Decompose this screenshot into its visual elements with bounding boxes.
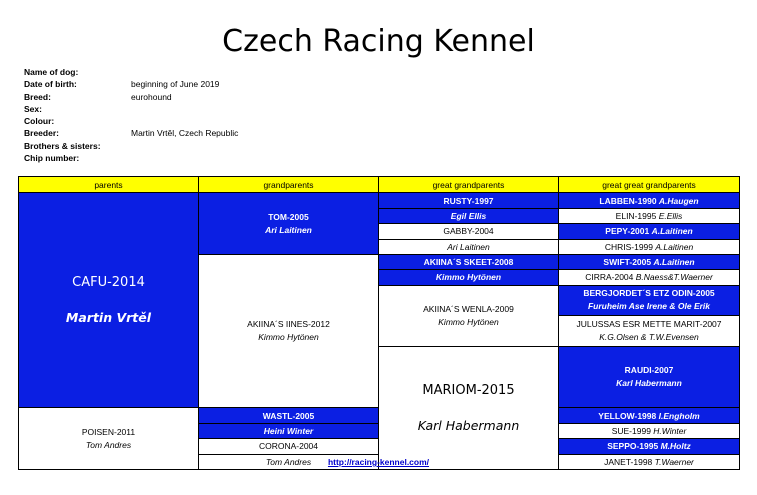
ancestor-cell [559, 408, 740, 423]
header-parents: parents [19, 177, 199, 193]
dog-name: SEPPO-1995 [607, 441, 659, 452]
info-row-breed [24, 91, 424, 103]
ancestor-cell [559, 423, 740, 438]
dog-owner: Egil Ellis [379, 208, 559, 223]
info-value: beginning of June 2019 [131, 79, 220, 90]
ancestor-cell [559, 270, 740, 285]
parent-sire [19, 193, 199, 408]
dog-owner: I.Engholm [658, 410, 700, 421]
dog-name: GABBY-2004 [379, 224, 559, 239]
dog-name: ELIN-1995 [615, 210, 657, 221]
ancestor-cell [559, 239, 740, 254]
parent-owner: Martin Vrtěl [65, 310, 152, 326]
dog-name: BERGJORDET´S ETZ ODIN-2005 [583, 288, 715, 299]
dog-owner: A.Laitinen [653, 257, 695, 268]
dog-name: WASTL-2005 [199, 408, 379, 423]
dog-owner: Kimmo Hytönen [258, 332, 319, 343]
dog-owner: Kimmo Hytönen [379, 270, 559, 285]
dog-owner: B.Naess&T.Waerner [635, 272, 713, 283]
dog-owner: A.Laitinen [655, 241, 694, 252]
page-title: Czech Racing Kennel [222, 24, 535, 59]
ancestor-cell [559, 193, 740, 208]
ancestor-cell [559, 224, 740, 239]
dog-owner: T.Waerner [654, 456, 694, 467]
dog-owner: Ari Laitinen [379, 239, 559, 254]
dog-owner: Furuheim Ase Irene & Ole Erik [587, 301, 711, 312]
dog-name: CHRIS-1999 [604, 241, 653, 252]
dog-name: RAUDI-2007 [624, 365, 674, 376]
pedigree-table [18, 176, 740, 470]
info-label: Chip number: [24, 153, 80, 164]
dog-owner: E.Ellis [658, 210, 683, 221]
dog-owner: Tom Andres [199, 454, 379, 469]
info-row-sex [24, 103, 424, 115]
parent-name: CAFU-2014 [72, 275, 145, 291]
dog-name: CORONA-2004 [199, 439, 379, 454]
dog-name: PEPY-2001 [605, 226, 650, 237]
dog-owner: K.G.Olsen & T.W.Evensen [599, 332, 699, 343]
info-value: eurohound [131, 91, 172, 102]
info-row-chip [24, 152, 424, 164]
info-label: Breed: [24, 91, 51, 102]
dog-name: POISEN-2011 [81, 426, 136, 437]
dog-info [24, 66, 424, 164]
header-great-grandparents: great grandparents [379, 177, 559, 193]
dog-owner: Heini Winter [199, 423, 379, 438]
parent-dam [379, 347, 559, 470]
footer-link-wrap [0, 457, 757, 467]
info-row-name [24, 66, 424, 78]
parent-owner: Karl Habermann [417, 418, 520, 434]
dog-name: SWIFT-2005 [603, 257, 652, 268]
info-row-birth [24, 78, 424, 90]
info-label: Name of dog: [24, 67, 79, 77]
dog-owner: Ari Laitinen [265, 224, 312, 235]
website-link[interactable]: http://racing-kennel.com/ [327, 457, 430, 467]
great-grandparent-cell [379, 285, 559, 346]
parent-name: MARIOM-2015 [422, 383, 515, 399]
info-label: Colour: [24, 116, 55, 127]
dog-owner: Kimmo Hytönen [438, 316, 499, 327]
info-label: Date of birth: [24, 79, 77, 90]
dog-name: RUSTY-1997 [379, 193, 559, 208]
header-row [19, 177, 740, 193]
dog-name: AKIINA´S SKEET-2008 [379, 254, 559, 269]
grandparent-cell [199, 254, 379, 408]
info-label: Brothers & sisters: [24, 140, 101, 151]
dog-name: TOM-2005 [268, 211, 309, 222]
header-great-great-grandparents: great great grandparents [559, 177, 740, 193]
dog-owner: A.Laitinen [651, 226, 693, 237]
dog-name: YELLOW-1998 [598, 410, 657, 421]
dog-name: LABBEN-1990 [599, 195, 657, 206]
info-row-siblings [24, 140, 424, 152]
ancestor-cell [559, 285, 740, 316]
info-label: Sex: [24, 103, 42, 114]
dog-name: JULUSSAS ESR METTE MARIT-2007 [576, 319, 722, 330]
info-value: Martin Vrtěl, Czech Republic [131, 128, 239, 139]
dog-name: SUE-1999 [611, 426, 651, 437]
header-grandparents: grandparents [199, 177, 379, 193]
ancestor-cell [559, 316, 740, 347]
dog-name: AKIINA´S WENLA-2009 [423, 303, 514, 314]
ancestor-cell [559, 439, 740, 454]
dog-name: AKIINA´S IINES-2012 [247, 319, 330, 330]
info-row-colour [24, 115, 424, 127]
dog-name: CIRRA-2004 [585, 272, 634, 283]
dog-owner: Tom Andres [85, 439, 132, 450]
dog-owner: M.Holtz [660, 441, 691, 452]
info-label: Breeder: [24, 128, 59, 139]
grandparent-cell [199, 193, 379, 254]
ancestor-cell [559, 254, 740, 269]
info-row-breeder [24, 127, 424, 139]
dog-name: JANET-1998 [604, 456, 653, 467]
dog-owner: H.Winter [653, 426, 687, 437]
dog-owner: Karl Habermann [616, 378, 682, 389]
grandparent-cell [559, 347, 740, 408]
dog-owner: A.Haugen [658, 195, 699, 206]
ancestor-cell [559, 208, 740, 223]
